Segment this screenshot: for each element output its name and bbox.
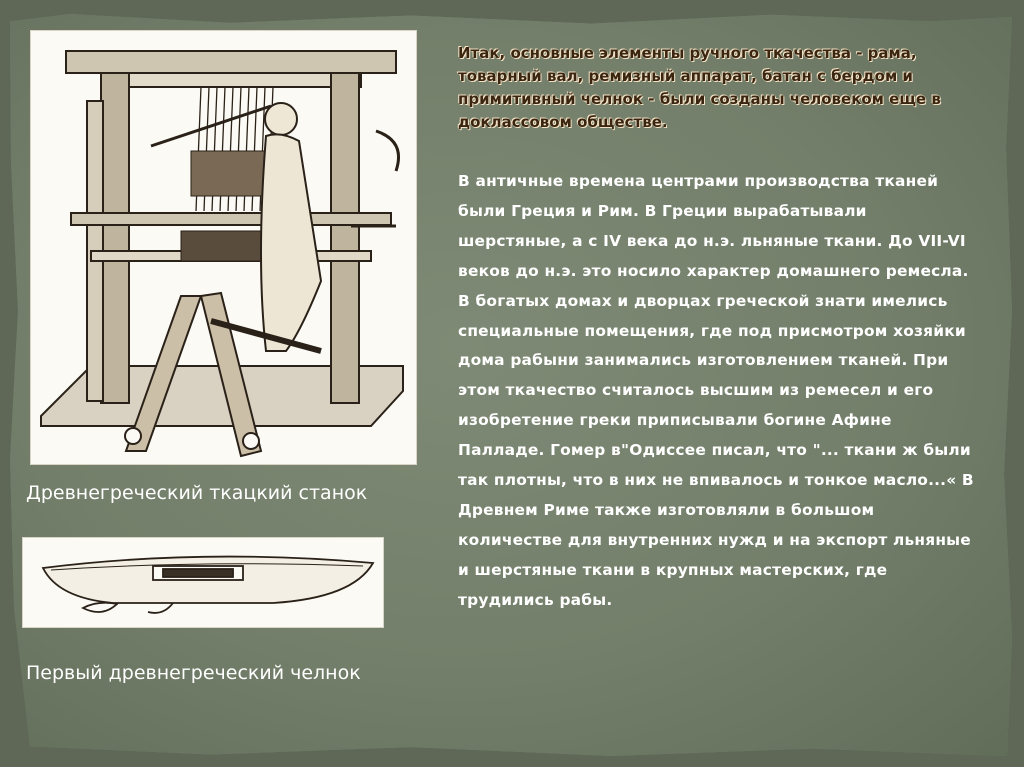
shuttle-illustration: [22, 537, 384, 628]
lead-paragraph: Итак, основные элементы ручного ткачества - рама, товарный вал, ремизный аппарат, батан с бердом и примитивный челнок - были созданы человеком еще в доклассовом обществе.: [458, 44, 941, 131]
body-paragraph: В античные времена центрами производства тканей были Греция и Рим. В Греции вырабатывали шерстяные, а с IV века до н.э. льняные ткани. До VII-VI веков до н.э. это носило характер домашнего ремесла. В богатых домах и дворцах греческой знати имелись специальные помещения, где под присмотром хозяйки дома рабыни занимались изготовлением тканей. При этом ткачество считалось высшим из ремесел и его изобретение греки приписывали богине Афине Палладе. Гомер в"Одиссее писал, что "... ткани ж были так плотны, что в них не впивалось и тонкое масло...« В Древнем Риме также изготовляли в большом количестве для внутренних нужд и на экспорт льняные и шерстяные ткани в крупных мастерских, где трудились рабы.: [458, 172, 974, 609]
shuttle-caption: Первый древнегреческий челнок: [26, 662, 361, 684]
shuttle-drawing: [23, 538, 383, 627]
loom-drawing: [31, 31, 416, 464]
loom-illustration: [30, 30, 417, 465]
loom-caption: Древнегреческий ткацкий станок: [26, 482, 368, 504]
